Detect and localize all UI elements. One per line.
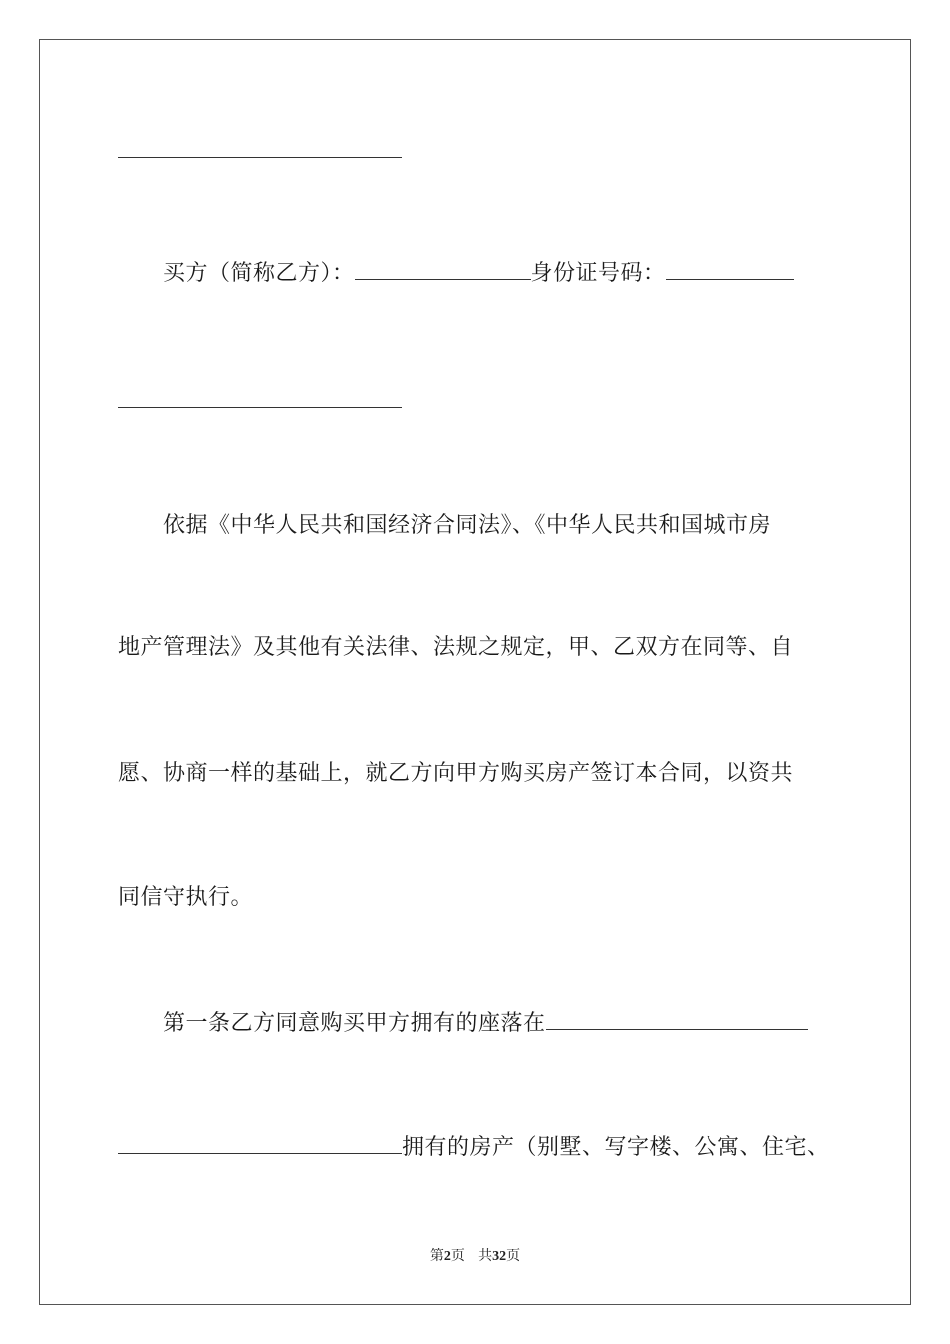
total-suffix: 页 [506,1248,521,1264]
paragraph-1-line-2: 地产管理法》及其他有关法律、法规之规定，甲、乙双方在同等、自 [118,635,794,660]
paragraph-1-line-3: 愿、协商一样的基础上，就乙方向甲方购买房产签订本合同，以资共 [118,761,794,786]
page-border [39,39,911,1305]
article-1-property-types: 拥有的房产（别墅、写字楼、公寓、住宅、 [402,1135,830,1160]
blank-rule-id-continued [118,407,402,408]
page-suffix: 页 [450,1248,465,1264]
location-blank [546,1009,808,1030]
paragraph-1-line-1: 依据《中华人民共和国经济合同法》、《中华人民共和国城市房 [163,513,772,538]
article-1-line-2 [118,1133,830,1163]
buyer-line [163,259,794,289]
article-1-line-1 [163,1009,808,1039]
paragraph-1-line-4: 同信守执行。 [118,885,254,910]
buyer-name-blank [355,259,531,280]
total-pages: 32 [492,1249,507,1264]
id-number-label: 身份证号码： [530,261,666,286]
page-number: 2 [443,1249,451,1264]
article-1-text: 第一条乙方同意购买甲方拥有的座落在 [163,1011,546,1036]
buyer-label: 买方（简称乙方）： [163,261,355,286]
owner-blank [118,1133,402,1154]
page-prefix: 第 [429,1248,444,1264]
blank-rule-top [118,157,402,158]
page-footer [0,1246,950,1267]
id-number-blank [666,259,794,280]
total-prefix: 共 [478,1248,493,1264]
